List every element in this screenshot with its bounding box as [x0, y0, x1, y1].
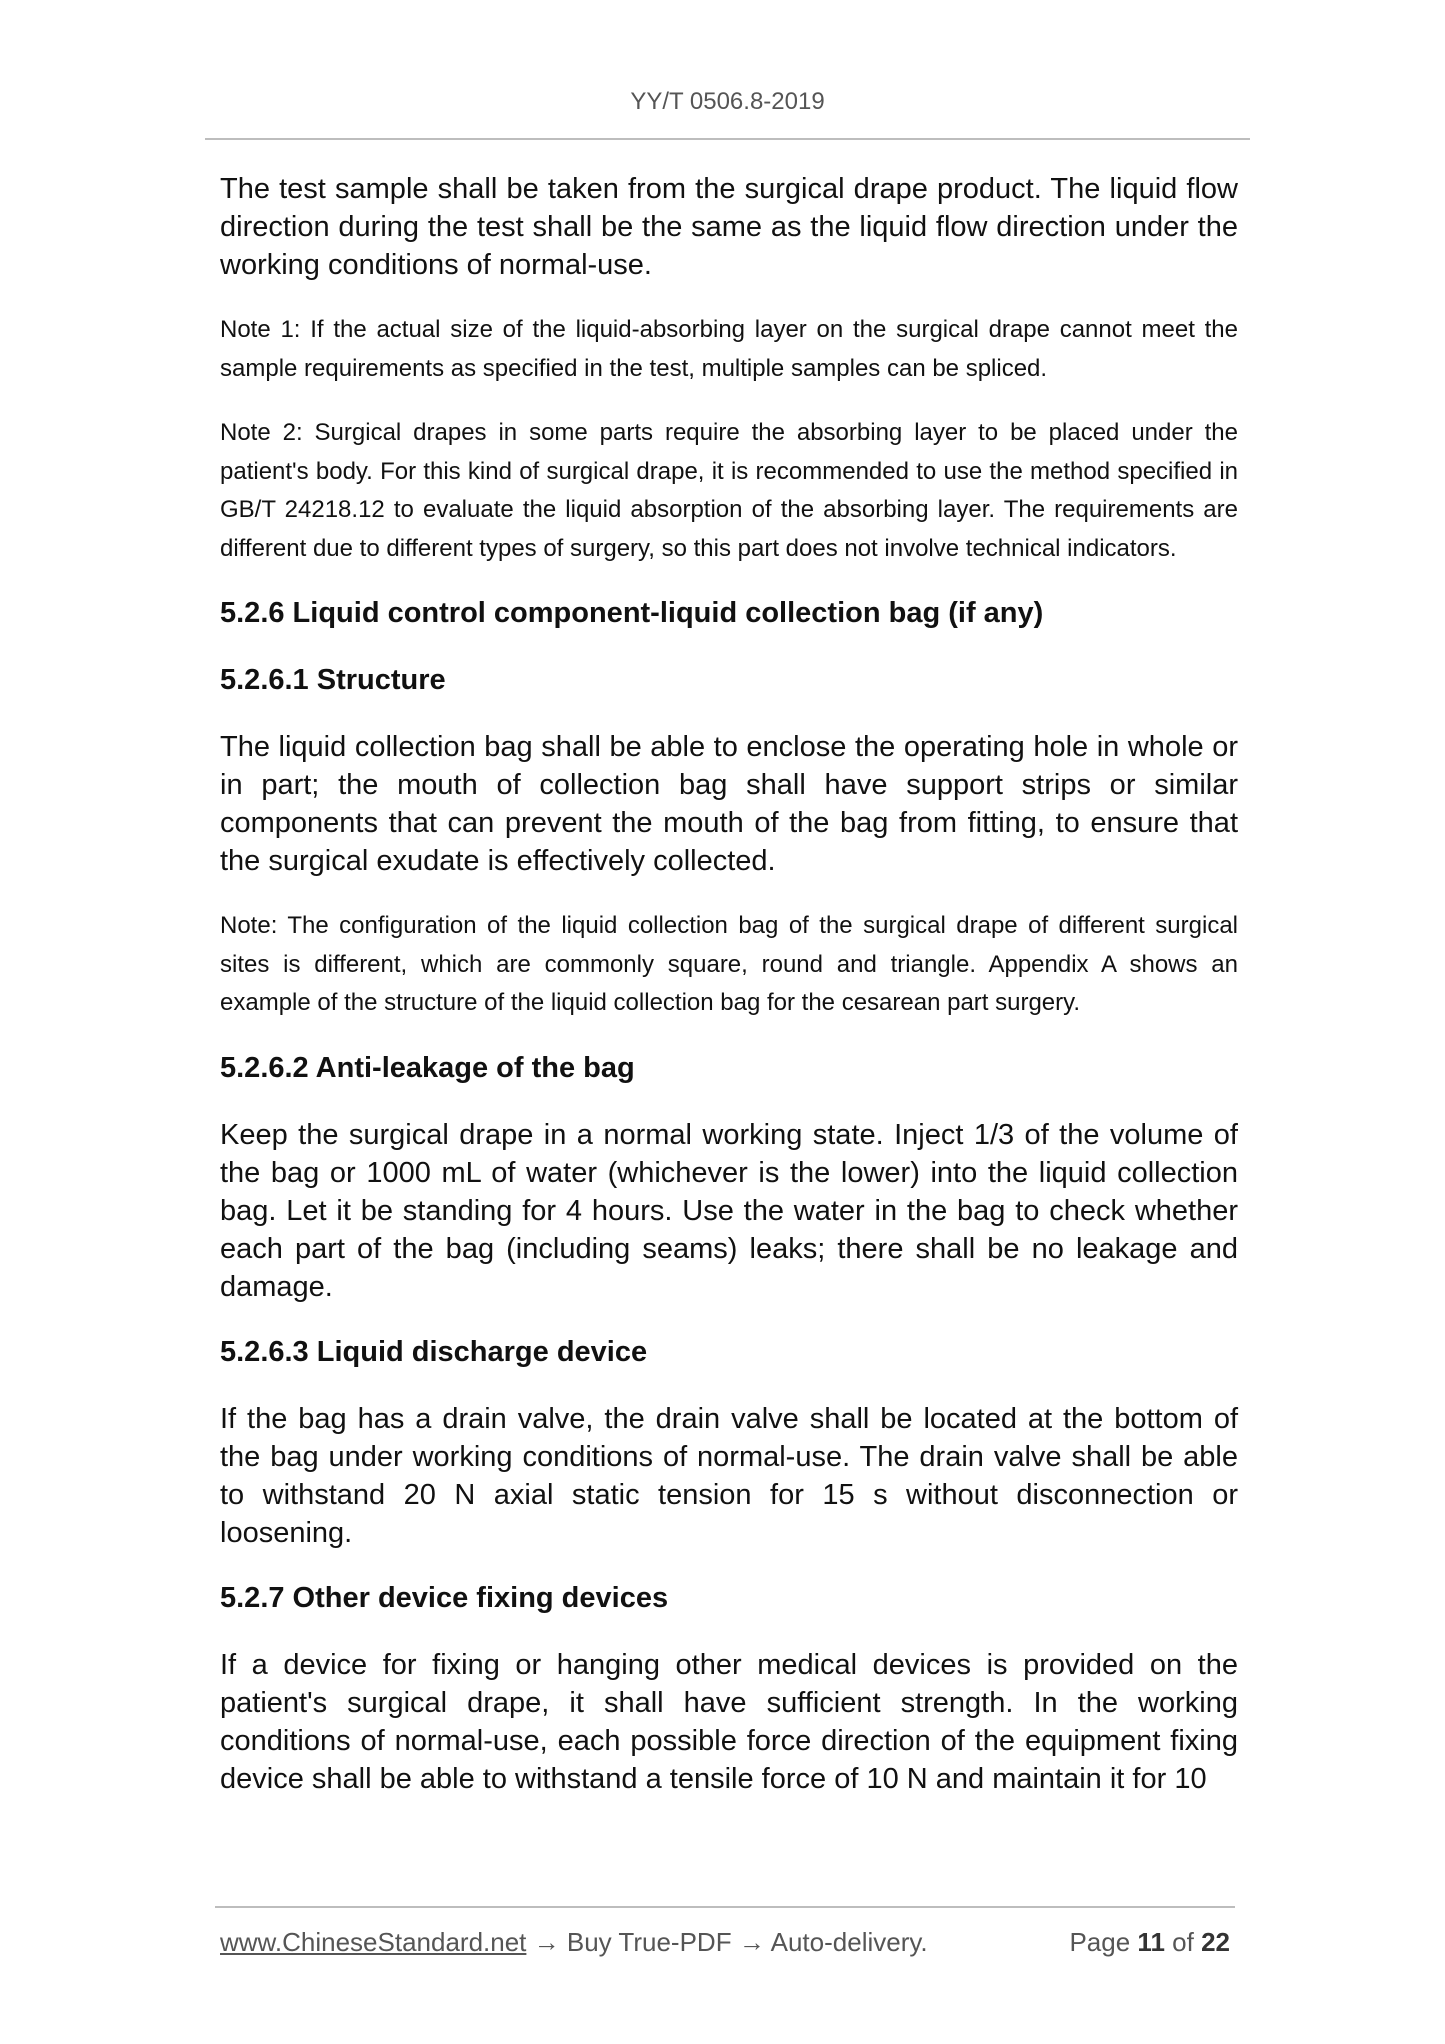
of-label: of: [1172, 1927, 1194, 1957]
footer-buy-text: Buy True-PDF: [566, 1927, 732, 1957]
paragraph-anti-leakage: Keep the surgical drape in a normal working state. Inject 1/3 of the volume of the bag or 1000 mL of water (whichever is the lower) into the liquid collection bag. Let it be standing for 4 hours. Use the water in the bag to check whether each part of the bag (including seams) leaks; there shall be no leakage and damage.: [220, 1118, 1238, 1303]
page-number: [1069, 1924, 1230, 1960]
document-body: [220, 170, 1238, 1825]
page-total: 22: [1201, 1927, 1230, 1957]
footer-divider: [215, 1906, 1235, 1908]
section-heading-5-2-7: 5.2.7 Other device fixing devices: [220, 1581, 669, 1614]
section-heading-5-2-6: 5.2.6 Liquid control component-liquid collection bag (if any): [220, 597, 1044, 629]
paragraph-liquid-discharge: If the bag has a drain valve, the drain valve shall be located at the bottom of the bag under working conditions of normal-use. The drain valve shall be able to withstand 20 N axial static tension for 15 s without disconnection or loosening.: [220, 1402, 1238, 1549]
page-current: 11: [1137, 1927, 1165, 1957]
paragraph-fixing-devices: If a device for fixing or hanging other medical devices is provided on the patient's surgical drape, it shall have sufficient strength. In the working conditions of normal-use, each possible force direction of the equipment fixing device shall be able to withstand a tensile force of 10 N and maintain it for 10: [220, 1648, 1238, 1795]
section-heading-5-2-6-3: 5.2.6.3 Liquid discharge device: [220, 1335, 648, 1368]
note-2: Note 2: Surgical drapes in some parts require the absorbing layer to be placed under the patient's body. For this kind of surgical drape, it is recommended to use the method specified in GB/T 24218.12 to evaluate the liquid absorption of the absorbing layer. The requirements are different due to different types of surgery, so this part does not involve technical indicators.: [220, 419, 1238, 562]
paragraph-test-sample: The test sample shall be taken from the surgical drape product. The liquid flow direction during the test shall be the same as the liquid flow direction under the working conditions of normal-use.: [220, 173, 1238, 281]
paragraph-structure: The liquid collection bag shall be able to enclose the operating hole in whole or in part; the mouth of collection bag shall have support strips or similar components that can prevent the mouth of the bag from fitting, to ensure that the surgical exudate is effectively collected.: [220, 731, 1238, 877]
section-heading-5-2-6-2: 5.2.6.2 Anti-leakage of the bag: [220, 1051, 635, 1084]
footer-delivery-text: Auto-delivery.: [770, 1927, 928, 1957]
page-label: Page: [1069, 1927, 1131, 1957]
note-configuration: Note: The configuration of the liquid collection bag of the surgical drape of different surgical sites is different, which are commonly square, round and triangle. Appendix A shows an example of the structure of the liquid collection bag for the cesarean part surgery.: [220, 912, 1238, 1016]
page-footer: [220, 1924, 1230, 1960]
arrow-icon: →: [533, 1927, 560, 1957]
note-1: Note 1: If the actual size of the liquid-absorbing layer on the surgical drape cannot meet the sample requirements as specified in the test, multiple samples can be spliced.: [220, 316, 1238, 382]
header-divider: [205, 138, 1250, 140]
arrow-icon: →: [738, 1927, 765, 1957]
page-header-title: YY/T 0506.8-2019: [630, 88, 825, 115]
section-heading-5-2-6-1: 5.2.6.1 Structure: [220, 664, 446, 696]
footer-website-link[interactable]: www.ChineseStandard.net: [220, 1927, 527, 1957]
